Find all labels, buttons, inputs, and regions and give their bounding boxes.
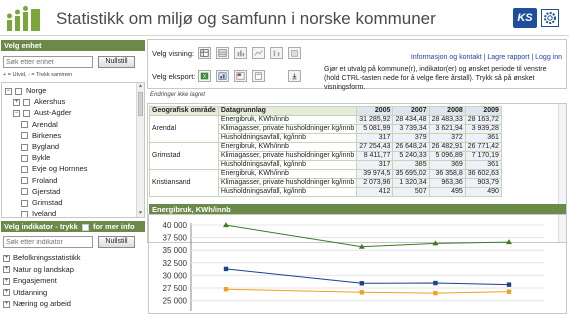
unit-reset-button[interactable]: Nullstill bbox=[98, 56, 135, 68]
value-cell: 28 483,33 bbox=[429, 116, 465, 125]
data-point[interactable] bbox=[507, 282, 511, 286]
table-row bbox=[150, 116, 502, 125]
metric-cell: Klimagasser, private husholdninger kg/innb bbox=[218, 152, 356, 161]
y-tick-label: 25 000 bbox=[162, 296, 187, 306]
table-row bbox=[150, 143, 502, 152]
tree-checkbox[interactable] bbox=[21, 177, 28, 184]
tree-item-label: Akershus bbox=[34, 97, 66, 107]
tree-item-label: Iveland bbox=[32, 209, 57, 218]
chart-title: Energibruk, KWh/innb bbox=[149, 204, 567, 215]
y-tick-label: 37 500 bbox=[162, 233, 187, 243]
tree-item-label: Gjerstad bbox=[32, 186, 61, 196]
print-export-icon[interactable] bbox=[252, 70, 265, 82]
tree-checkbox[interactable] bbox=[21, 188, 28, 195]
tree-checkbox[interactable] bbox=[21, 211, 28, 218]
expand-icon[interactable]: + bbox=[4, 254, 9, 261]
indicator-item[interactable] bbox=[3, 252, 81, 263]
value-cell: 495 bbox=[429, 188, 465, 197]
download-icon[interactable] bbox=[288, 70, 301, 82]
y-tick-label: 35 000 bbox=[162, 246, 187, 256]
value-cell: 490 bbox=[465, 188, 501, 197]
tree-item[interactable] bbox=[21, 175, 57, 186]
value-cell: 28 163,72 bbox=[465, 116, 501, 125]
tree-item[interactable] bbox=[5, 85, 46, 96]
data-table bbox=[149, 106, 502, 197]
indicator-list bbox=[1, 250, 145, 314]
col-header-data[interactable]: Datagrunnlag bbox=[218, 107, 356, 116]
tree-item[interactable] bbox=[13, 96, 65, 107]
indicator-header-label: Velg indikator - trykk bbox=[4, 222, 78, 231]
value-cell: 39 974,5 bbox=[357, 170, 393, 179]
unit-panel-header: Velg enhet bbox=[1, 40, 145, 51]
table-header-row bbox=[150, 107, 502, 116]
value-cell: 369 bbox=[429, 161, 465, 170]
data-point[interactable] bbox=[507, 289, 511, 293]
value-cell: 7 170,19 bbox=[465, 152, 501, 161]
y-tick-label: 40 000 bbox=[162, 221, 187, 230]
line-chart bbox=[149, 215, 559, 314]
unit-search-row bbox=[3, 56, 145, 68]
y-tick-label: 32 500 bbox=[162, 258, 187, 268]
tree-item-label: Evje og Hornnes bbox=[32, 164, 88, 174]
value-cell: 903,79 bbox=[465, 179, 501, 188]
gear-icon[interactable] bbox=[541, 9, 559, 27]
value-cell: 361 bbox=[465, 161, 501, 170]
pdf-export-icon[interactable] bbox=[234, 70, 247, 82]
unsaved-note: Endringer ikke lagret bbox=[150, 92, 206, 98]
data-point[interactable] bbox=[224, 267, 228, 271]
svg-text:X: X bbox=[202, 74, 207, 81]
col-header-year[interactable]: 2007 bbox=[393, 107, 429, 116]
table-view-icon[interactable] bbox=[198, 47, 211, 59]
tree-item[interactable] bbox=[21, 119, 58, 130]
metric-cell: Energibruk, KWh/innb bbox=[218, 116, 356, 125]
data-point[interactable] bbox=[433, 281, 437, 285]
info-icon[interactable] bbox=[82, 224, 89, 231]
collapse-icon[interactable]: − bbox=[6, 87, 11, 94]
tree-item-label: Birkenes bbox=[32, 130, 62, 140]
ks-logo[interactable]: KS bbox=[513, 8, 537, 28]
expand-icon[interactable]: + bbox=[4, 300, 9, 307]
tree-item-label: Bygland bbox=[32, 142, 60, 151]
indicator-item[interactable] bbox=[3, 287, 47, 298]
main-area bbox=[147, 37, 569, 314]
col-header-year[interactable]: 2005 bbox=[357, 107, 393, 116]
value-cell: 372 bbox=[429, 134, 465, 143]
unit-search-input[interactable] bbox=[3, 56, 93, 68]
col-header-geo[interactable]: Geografisk område bbox=[150, 107, 219, 116]
link-login[interactable]: Logg inn bbox=[535, 54, 562, 61]
unit-tree-scroll-thumb[interactable] bbox=[138, 92, 143, 116]
unit-tree bbox=[1, 82, 145, 218]
value-cell: 963,36 bbox=[429, 179, 465, 188]
tree-item[interactable] bbox=[21, 163, 87, 174]
metric-cell: Husholdningsavfall, kg/innb bbox=[218, 188, 356, 197]
tree-item[interactable] bbox=[21, 152, 50, 163]
tree-checkbox[interactable] bbox=[21, 155, 28, 162]
column-chart-view-icon[interactable] bbox=[270, 47, 283, 59]
value-cell: 3 621,94 bbox=[429, 125, 465, 134]
metric-cell: Klimagasser, private husholdninger kg/innb bbox=[218, 179, 356, 188]
tree-item-label: Aust-Agder bbox=[34, 108, 72, 118]
indicator-reset-button[interactable]: Nullstill bbox=[98, 236, 135, 248]
value-cell: 3 939,28 bbox=[465, 125, 501, 134]
view-label: Velg visning: bbox=[152, 49, 195, 58]
tree-item-label: Grimstad bbox=[32, 198, 63, 207]
indicator-item[interactable] bbox=[3, 298, 71, 309]
col-header-year[interactable]: 2008 bbox=[429, 107, 465, 116]
metric-cell: Energibruk, KWh/innb bbox=[218, 143, 356, 152]
value-cell: 27 254,43 bbox=[357, 143, 393, 152]
value-cell: 31 285,92 bbox=[357, 116, 393, 125]
app-title: Statistikk om miljø og samfunn i norske kommuner bbox=[56, 9, 436, 28]
value-cell: 361 bbox=[465, 134, 501, 143]
tree-checkbox[interactable] bbox=[15, 88, 22, 95]
indicator-search-input[interactable] bbox=[3, 236, 93, 248]
geo-cell: Kristiansand bbox=[150, 170, 219, 197]
value-cell: 385 bbox=[393, 161, 429, 170]
collapse-icon[interactable]: − bbox=[14, 109, 19, 116]
link-info-contact[interactable]: Informasjon og kontakt bbox=[410, 54, 482, 61]
geo-cell: Arendal bbox=[150, 116, 219, 143]
tree-checkbox[interactable] bbox=[21, 200, 28, 207]
tree-checkbox[interactable] bbox=[23, 99, 30, 106]
tree-hint: + = Utvid, - = Trekk sammen bbox=[3, 72, 73, 78]
table-row bbox=[150, 170, 502, 179]
tree-item[interactable] bbox=[21, 130, 61, 141]
data-point[interactable] bbox=[224, 287, 228, 291]
scroll-down-icon[interactable]: ▼ bbox=[138, 210, 143, 216]
tree-item-label: Bykle bbox=[32, 153, 51, 163]
value-cell: 35 695,02 bbox=[393, 170, 429, 179]
value-cell: 26 648,24 bbox=[393, 143, 429, 152]
indicator-item-label: Natur og landskap bbox=[13, 264, 74, 274]
value-cell: 5 240,33 bbox=[393, 152, 429, 161]
metric-cell: Klimagasser, private husholdninger kg/innb bbox=[218, 125, 356, 134]
map-view-icon[interactable] bbox=[288, 47, 301, 59]
series-line bbox=[226, 289, 509, 293]
tree-checkbox[interactable] bbox=[21, 121, 28, 128]
indicator-item-label: Befolkningsstatistikk bbox=[13, 253, 81, 262]
tree-checkbox[interactable] bbox=[21, 144, 28, 151]
indicator-item-label: Engasjement bbox=[13, 276, 57, 285]
tree-checkbox[interactable] bbox=[23, 110, 30, 117]
geo-cell: Grimstad bbox=[150, 143, 219, 170]
excel-export-icon[interactable] bbox=[198, 70, 211, 82]
image-export-icon[interactable] bbox=[216, 70, 229, 82]
indicator-panel-header bbox=[1, 221, 145, 232]
value-cell: 317 bbox=[357, 161, 393, 170]
bar-chart-view-icon[interactable] bbox=[234, 47, 247, 59]
tree-item-label: Arendal bbox=[32, 119, 58, 129]
expand-icon[interactable]: + bbox=[14, 98, 19, 105]
tree-item[interactable] bbox=[21, 197, 62, 208]
y-tick-label: 30 000 bbox=[162, 271, 187, 281]
value-cell: 379 bbox=[393, 134, 429, 143]
chart-panel bbox=[148, 214, 567, 314]
line-chart-view-icon[interactable] bbox=[252, 47, 265, 59]
value-cell: 28 434,48 bbox=[393, 116, 429, 125]
series-line bbox=[226, 269, 509, 285]
expand-icon[interactable]: + bbox=[4, 266, 9, 273]
metric-cell: Energibruk, KWh/innb bbox=[218, 170, 356, 179]
metric-cell: Husholdningsavfall, kg/innb bbox=[218, 161, 356, 170]
col-header-year[interactable]: 2009 bbox=[465, 107, 501, 116]
tree-item[interactable] bbox=[13, 107, 72, 118]
value-cell: 5 081,99 bbox=[357, 125, 393, 134]
app-header bbox=[0, 0, 569, 36]
indicator-header-more: for mer info bbox=[92, 222, 135, 231]
tree-item[interactable] bbox=[21, 208, 56, 218]
value-cell: 5 096,89 bbox=[429, 152, 465, 161]
metric-cell: Husholdningsavfall, kg/innb bbox=[218, 134, 356, 143]
link-save-report[interactable]: Lagre rapport bbox=[487, 54, 530, 61]
indicator-search-row bbox=[3, 236, 145, 248]
expand-icon[interactable]: + bbox=[4, 289, 9, 296]
indicator-item[interactable] bbox=[3, 264, 74, 275]
tree-item[interactable] bbox=[21, 141, 59, 152]
data-point[interactable] bbox=[433, 291, 437, 295]
scroll-up-icon[interactable]: ▲ bbox=[138, 83, 143, 89]
value-cell: 3 739,34 bbox=[393, 125, 429, 134]
y-tick-label: 27 500 bbox=[162, 284, 187, 293]
value-cell: 36 602,63 bbox=[465, 170, 501, 179]
value-cell: 317 bbox=[357, 134, 393, 143]
value-cell: 8 411,77 bbox=[357, 152, 393, 161]
indicator-item-label: Næring og arbeid bbox=[13, 299, 71, 308]
tree-checkbox[interactable] bbox=[21, 132, 28, 139]
value-cell: 1 320,34 bbox=[393, 179, 429, 188]
unit-tree-scrollbar[interactable] bbox=[136, 83, 144, 217]
expand-icon[interactable]: + bbox=[4, 277, 9, 284]
app-logo-icon bbox=[6, 6, 46, 32]
tree-item[interactable] bbox=[21, 186, 60, 197]
export-label: Velg eksport: bbox=[152, 72, 196, 81]
value-cell: 36 358,8 bbox=[429, 170, 465, 179]
data-point[interactable] bbox=[360, 290, 364, 294]
table-alt-view-icon[interactable] bbox=[216, 47, 229, 59]
tree-item-label: Norge bbox=[26, 86, 47, 95]
indicator-item-label: Utdanning bbox=[13, 287, 48, 297]
top-links: Informasjon og kontakt | Lagre rapport | Logg inn bbox=[410, 54, 562, 61]
value-cell: 507 bbox=[393, 188, 429, 197]
series-line bbox=[226, 225, 509, 247]
value-cell: 412 bbox=[357, 188, 393, 197]
value-cell: 2 073,96 bbox=[357, 179, 393, 188]
indicator-item[interactable] bbox=[3, 275, 57, 286]
help-text: Gjør et utvalg på kommune(r), indikator(er) og ønsket periode til venstre (hold CTRL-tasten nede for å velge flere årstall). Trykk så på ønsket visningsform. bbox=[324, 66, 547, 91]
data-point[interactable] bbox=[506, 239, 512, 244]
tree-checkbox[interactable] bbox=[21, 166, 28, 173]
value-cell: 26 482,91 bbox=[429, 143, 465, 152]
data-point[interactable] bbox=[360, 281, 364, 285]
toolbar bbox=[147, 39, 567, 89]
tree-item-label: Froland bbox=[32, 175, 58, 185]
value-cell: 26 771,42 bbox=[465, 143, 501, 152]
